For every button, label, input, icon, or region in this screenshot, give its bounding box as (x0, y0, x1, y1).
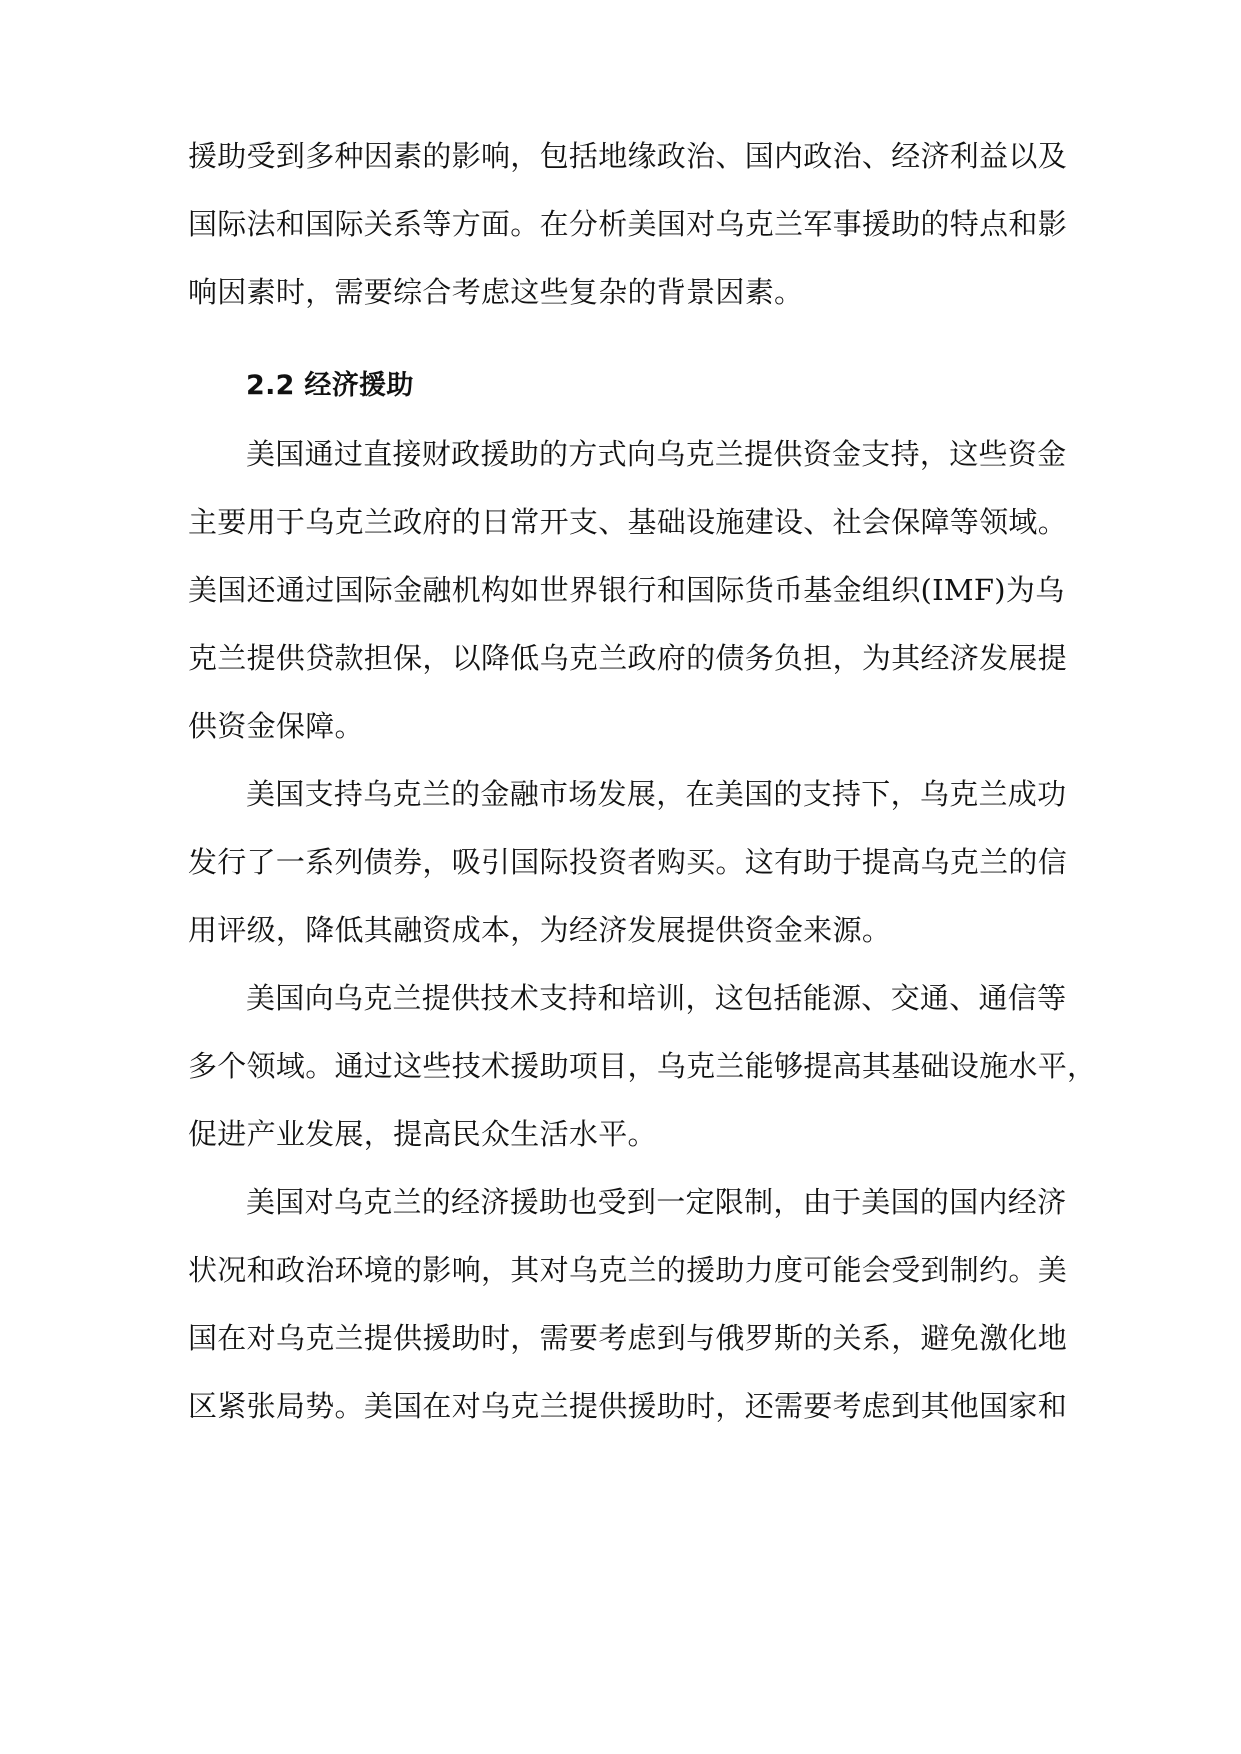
paragraph-line: 多个领域。通过这些技术援助项目，乌克兰能够提高其基础设施水平， (188, 1049, 1097, 1083)
paragraph-line: 促进产业发展，提高民众生活水平。 (188, 1117, 657, 1151)
paragraph-line: 援助受到多种因素的影响，包括地缘政治、国内政治、经济利益以及 (188, 139, 1068, 173)
paragraph-line: 克兰提供贷款担保，以降低乌克兰政府的债务负担，为其经济发展提 (188, 641, 1068, 675)
paragraph-line: 区紧张局势。美国在对乌克兰提供援助时，还需要考虑到其他国家和 (188, 1389, 1068, 1423)
paragraph-line: 美国还通过国际金融机构如世界银行和国际货币基金组织(IMF)为乌 (188, 573, 1065, 607)
paragraph-line: 美国支持乌克兰的金融市场发展，在美国的支持下，乌克兰成功 (246, 777, 1067, 811)
section-heading: 2.2 经济援助 (246, 370, 414, 401)
paragraph-line: 主要用于乌克兰政府的日常开支、基础设施建设、社会保障等领域。 (188, 505, 1068, 539)
paragraph-line: 状况和政治环境的影响，其对乌克兰的援助力度可能会受到制约。美 (188, 1253, 1068, 1287)
paragraph-line: 美国通过直接财政援助的方式向乌克兰提供资金支持，这些资金 (246, 437, 1067, 471)
paragraph-line: 用评级，降低其融资成本，为经济发展提供资金来源。 (188, 913, 892, 947)
paragraph-line: 供资金保障。 (188, 709, 364, 743)
paragraph-line: 国在对乌克兰提供援助时，需要考虑到与俄罗斯的关系，避免激化地 (188, 1321, 1068, 1355)
paragraph-line: 响因素时，需要综合考虑这些复杂的背景因素。 (188, 275, 804, 309)
paragraph-line: 发行了一系列债券，吸引国际投资者购买。这有助于提高乌克兰的信 (188, 845, 1068, 879)
paragraph-line: 美国对乌克兰的经济援助也受到一定限制，由于美国的国内经济 (246, 1185, 1067, 1219)
paragraph-line: 美国向乌克兰提供技术支持和培训，这包括能源、交通、通信等 (246, 981, 1067, 1015)
paragraph-line: 国际法和国际关系等方面。在分析美国对乌克兰军事援助的特点和影 (188, 207, 1068, 241)
